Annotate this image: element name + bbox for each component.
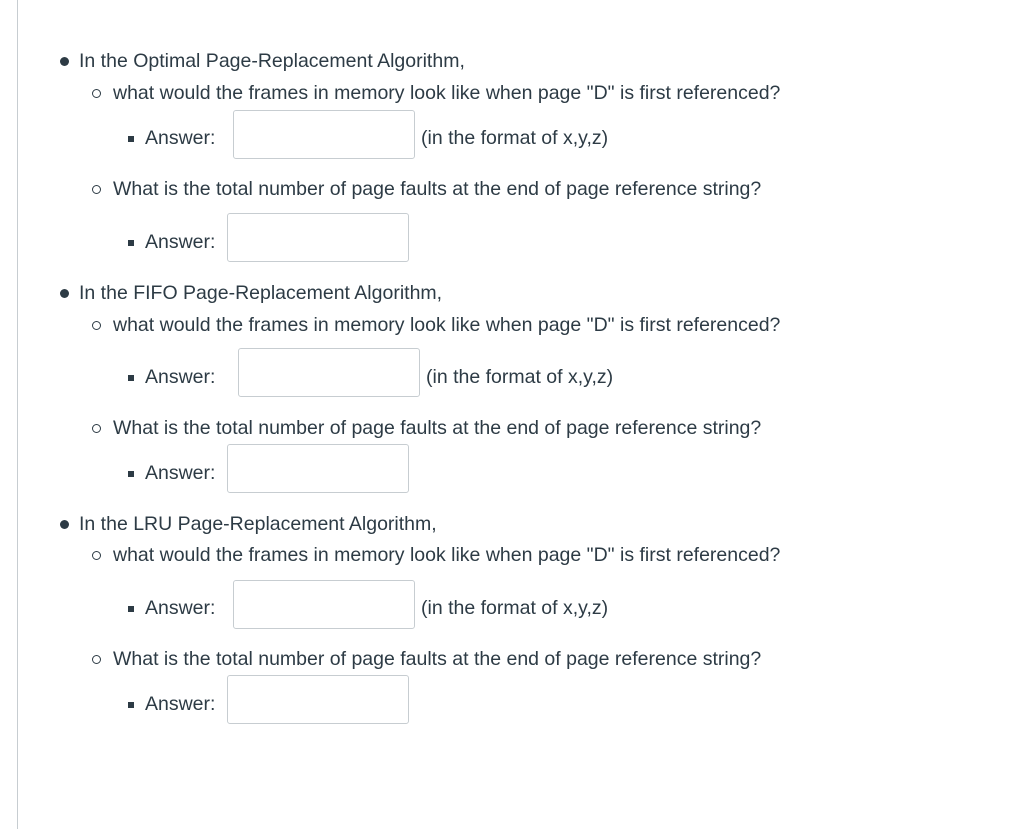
answer-label: Answer: (145, 231, 216, 253)
square-bullet (128, 702, 134, 708)
frames-answer-input[interactable] (238, 348, 420, 397)
square-bullet (128, 606, 134, 612)
circle-bullet (92, 89, 101, 98)
question-page-faults: What is the total number of page faults at the end of page reference string? (113, 417, 762, 439)
page-faults-answer-input[interactable] (227, 444, 409, 493)
question-frames: what would the frames in memory look like when page "D" is first referenced? (113, 82, 781, 104)
answer-label: Answer: (145, 462, 216, 484)
frames-answer-input[interactable] (233, 580, 415, 629)
square-bullet (128, 471, 134, 477)
format-hint: (in the format of x,y,z) (421, 597, 609, 619)
answer-label: Answer: (145, 597, 216, 619)
square-bullet (128, 375, 134, 381)
question-frames: what would the frames in memory look like when page "D" is first referenced? (113, 314, 781, 336)
square-bullet (128, 240, 134, 246)
page-faults-answer-input[interactable] (227, 675, 409, 724)
disc-bullet (60, 289, 69, 298)
circle-bullet (92, 321, 101, 330)
circle-bullet (92, 551, 101, 560)
circle-bullet (92, 424, 101, 433)
circle-bullet (92, 655, 101, 664)
section-heading: In the LRU Page-Replacement Algorithm, (79, 513, 437, 535)
question-page-faults: What is the total number of page faults at the end of page reference string? (113, 178, 762, 200)
answer-label: Answer: (145, 366, 216, 388)
circle-bullet (92, 185, 101, 194)
content-left-border (17, 0, 18, 829)
page-faults-answer-input[interactable] (227, 213, 409, 262)
question-page-faults: What is the total number of page faults at the end of page reference string? (113, 648, 762, 670)
square-bullet (128, 136, 134, 142)
question-frames: what would the frames in memory look like when page "D" is first referenced? (113, 544, 781, 566)
section-heading: In the FIFO Page-Replacement Algorithm, (79, 282, 443, 304)
answer-label: Answer: (145, 693, 216, 715)
disc-bullet (60, 57, 69, 66)
format-hint: (in the format of x,y,z) (426, 366, 614, 388)
section-heading: In the Optimal Page-Replacement Algorithm, (79, 50, 465, 72)
answer-label: Answer: (145, 127, 216, 149)
format-hint: (in the format of x,y,z) (421, 127, 609, 149)
frames-answer-input[interactable] (233, 110, 415, 159)
disc-bullet (60, 520, 69, 529)
